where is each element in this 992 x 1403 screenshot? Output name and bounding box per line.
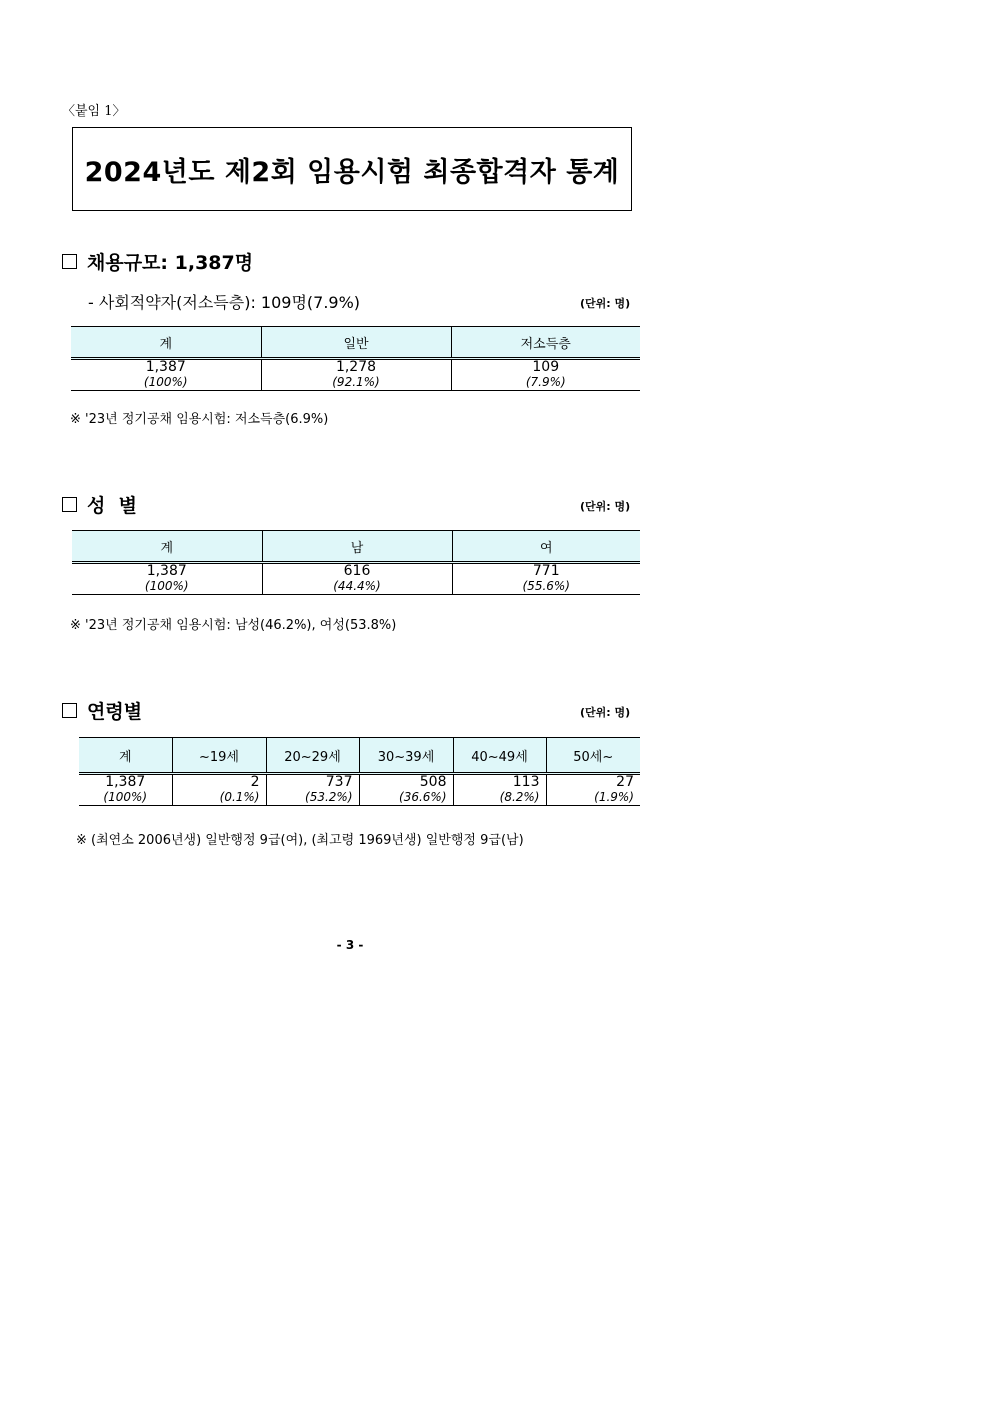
note-text: ※ '23년 정기공채 임용시험: 저소득층(6.9%) xyxy=(70,412,329,427)
unit-label: (단위: 명) xyxy=(580,706,631,719)
cell-percent: (8.2%) xyxy=(499,790,540,804)
table-cell xyxy=(266,774,359,806)
cell-percent: (100%) xyxy=(144,579,189,593)
table-cell xyxy=(261,359,451,391)
section-heading-recruitment xyxy=(62,248,253,275)
table-cell xyxy=(172,774,266,806)
subsection-text: - 사회적약자(저소득층): 109명(7.9%) xyxy=(88,293,361,312)
checkbox-icon xyxy=(62,497,77,512)
table-header-row xyxy=(71,327,640,359)
table-cell xyxy=(359,774,453,806)
cell-percent: (7.9%) xyxy=(525,375,566,389)
title-box xyxy=(72,127,632,211)
cell-value: 109 xyxy=(532,359,560,375)
section-heading-text: 성 별 xyxy=(87,495,137,517)
cell-value: 508 xyxy=(419,774,447,790)
cell-value: 1,387 xyxy=(146,563,187,579)
header-cell: 일반 xyxy=(261,327,451,359)
cell-percent: (53.2%) xyxy=(305,790,353,804)
cell-value: 1,387 xyxy=(145,359,186,375)
table-cell xyxy=(453,774,546,806)
checkbox-icon xyxy=(62,703,77,718)
unit-label: (단위: 명) xyxy=(580,297,631,310)
header-cell: 저소득층 xyxy=(451,327,640,359)
checkbox-icon xyxy=(62,254,77,269)
table-cell xyxy=(451,359,640,391)
table-header-row xyxy=(79,738,640,774)
table-cell xyxy=(72,563,262,595)
table-cell xyxy=(262,563,452,595)
section-heading-gender xyxy=(62,491,137,518)
cell-percent: (100%) xyxy=(143,375,188,389)
table-row xyxy=(79,774,640,806)
header-cell: 40~49세 xyxy=(453,738,546,774)
header-cell: 계 xyxy=(71,327,261,359)
header-cell: 여 xyxy=(452,531,640,563)
table-row xyxy=(71,359,640,391)
cell-percent: (1.9%) xyxy=(594,790,634,804)
cell-percent: (0.1%) xyxy=(219,790,260,804)
table-cell xyxy=(452,563,640,595)
table-cell xyxy=(79,774,172,806)
page-title: 2024년도 제2회 임용시험 최종합격자 통계 xyxy=(84,156,620,188)
page-number: - 3 - xyxy=(336,938,364,952)
cell-value: 737 xyxy=(325,774,353,790)
cell-value: 1,387 xyxy=(105,774,146,790)
cell-value: 1,278 xyxy=(335,359,377,375)
header-cell: ~19세 xyxy=(172,738,266,774)
recruitment-table xyxy=(71,326,640,391)
header-cell: 30~39세 xyxy=(359,738,453,774)
cell-percent: (92.1%) xyxy=(332,375,380,389)
cell-percent: (55.6%) xyxy=(522,579,570,593)
note-text: ※ '23년 정기공채 임용시험: 남성(46.2%), 여성(53.8%) xyxy=(70,618,397,633)
age-table xyxy=(79,737,640,806)
header-cell: 50세~ xyxy=(546,738,640,774)
section-heading-text: 연령별 xyxy=(87,701,143,723)
attachment-label: 〈붙임 1〉 xyxy=(62,104,126,119)
cell-percent: (100%) xyxy=(103,790,148,804)
unit-label: (단위: 명) xyxy=(580,500,631,513)
section-heading-text: 채용규모: 1,387명 xyxy=(87,252,254,274)
header-cell: 남 xyxy=(262,531,452,563)
cell-value: 2 xyxy=(250,774,260,790)
cell-value: 27 xyxy=(616,774,634,790)
note-text: ※ (최연소 2006년생) 일반행정 9급(여), (최고령 1969년생) 일반행정 9급(남) xyxy=(76,833,524,848)
section-heading-age xyxy=(62,697,142,724)
cell-value: 771 xyxy=(532,563,560,579)
table-cell xyxy=(71,359,261,391)
header-cell: 계 xyxy=(72,531,262,563)
cell-value: 616 xyxy=(343,563,371,579)
header-cell: 계 xyxy=(79,738,172,774)
gender-table xyxy=(72,530,640,595)
cell-percent: (44.4%) xyxy=(333,579,381,593)
table-cell xyxy=(546,774,640,806)
cell-percent: (36.6%) xyxy=(399,790,447,804)
table-row xyxy=(72,563,640,595)
header-cell: 20~29세 xyxy=(266,738,359,774)
table-header-row xyxy=(72,531,640,563)
cell-value: 113 xyxy=(512,774,540,790)
